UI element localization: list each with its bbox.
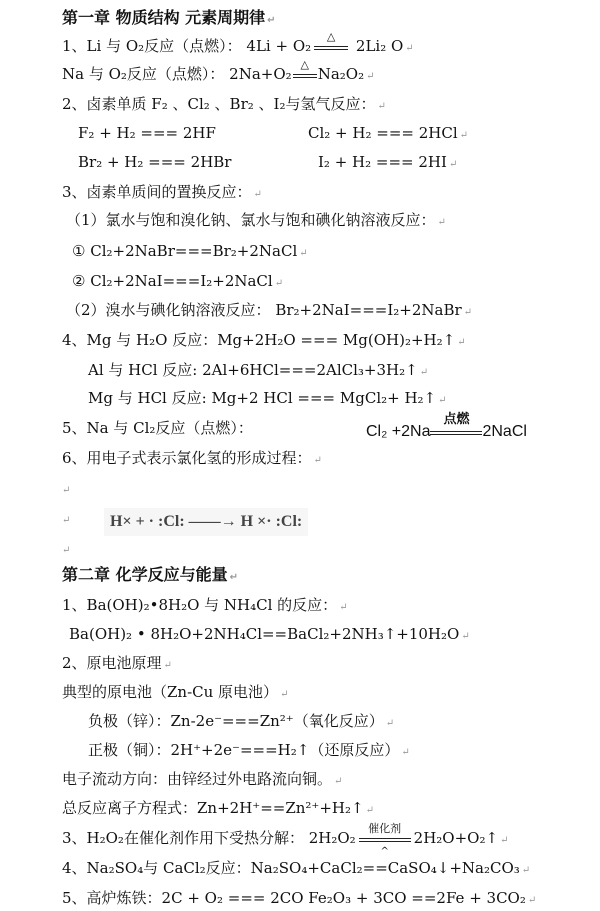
- eq-left: Cl₂ +2Na: [366, 423, 431, 440]
- na-o2-line: [62, 58, 374, 87]
- mg-hcl-line: Mg 与 HCl 反应: Mg+2 HCl === MgCl₂+ H₂↑ ↵: [88, 388, 447, 411]
- text: Na 与 O₂反应（点燃）： 2Na+O₂: [62, 65, 292, 83]
- overall-ionic-equation: 总反应离子方程式：Zn+2H⁺==Zn²⁺+H₂↑ ↵: [62, 798, 374, 821]
- delta-icon: △: [300, 58, 309, 71]
- negative-electrode: 负极（锌）：Zn-2e⁻===Zn²⁺（氧化反应） ↵: [88, 711, 394, 734]
- battery-typical: 典型的原电池（Zn-Cu 原电池） ↵: [62, 682, 288, 705]
- eq-i2: I₂ + H₂ === 2HI ↵: [318, 152, 457, 175]
- eq-1: ① Cl₂+2NaBr===Br₂+2NaCl ↵: [72, 241, 308, 264]
- heat-condition: [293, 58, 317, 82]
- displacement-heading: 3、卤素单质间的置换反应： ↵: [62, 182, 262, 205]
- delta-icon: △: [326, 30, 336, 43]
- catalyst-condition: [359, 822, 411, 857]
- hcl-electron-diagram: H× + · :Cl: ——→ H ×· :Cl:: [104, 508, 308, 536]
- baoh2-equation: Ba(OH)₂ • 8H₂O+2NH₄Cl==BaCl₂+2NH₃↑+10H₂O ↵: [69, 624, 470, 647]
- product: Na₂O₂ ↵: [318, 65, 375, 83]
- battery-heading: 2、原电池原理 ↵: [62, 653, 172, 676]
- empty-para: [60, 508, 70, 531]
- sub-heading-2: （2）溴水与碘化钠溶液反应： Br₂+2NaI===I₂+2NaBr ↵: [66, 300, 472, 323]
- eq-cl2: Cl₂ + H₂ === 2HCl ↵: [308, 123, 468, 146]
- mg-h2o-line: 4、Mg 与 H₂O 反应：Mg+2H₂O === Mg(OH)₂+H₂↑ ↵: [62, 330, 466, 353]
- na2so4-line: 4、Na₂SO₄与 CaCl₂反应：Na₂SO₄+CaCl₂==CaSO₄↓+Na₂CO₃ ↵: [62, 858, 530, 881]
- condition-label: 催化剂: [368, 822, 402, 835]
- baoh2-heading: 1、Ba(OH)₂•8H₂O 与 NH₄Cl 的反应： ↵: [62, 595, 348, 618]
- electron-heading: 6、用电子式表示氯化氢的形成过程： ↵: [62, 448, 322, 471]
- product: 2H₂O+O₂↑ ↵: [414, 829, 509, 847]
- blast-furnace-line: 5、高炉炼铁：2C + O₂ === 2CO Fe₂O₃ + 3CO ==2Fe + 3CO₂ ↵: [62, 888, 536, 911]
- na-cl2-equation: [366, 411, 527, 442]
- eq-right: 2NaCl: [482, 423, 527, 440]
- text: 1、Li 与 O₂反应（点燃）： 4Li + O₂: [62, 37, 312, 55]
- eq-br2: Br₂ + H₂ === 2HBr: [78, 153, 232, 171]
- halogen-heading: 2、卤素单质 F₂ 、Cl₂ 、Br₂ 、I₂与氢气反应： ↵: [62, 94, 386, 117]
- li-o2-line: [62, 30, 414, 59]
- eq-f2: F₂ + H₂ === 2HF: [78, 124, 216, 142]
- na-cl2-line: 5、Na 与 Cl₂反应（点燃）：: [62, 419, 253, 437]
- al-hcl-line: Al 与 HCl 反应: 2Al+6HCl===2AlCl₃+3H₂↑ ↵: [88, 360, 428, 383]
- chapter2-title: 第二章 化学反应与能量 ↵: [62, 565, 238, 588]
- heat-mark: ^: [380, 846, 389, 857]
- positive-electrode: 正极（铜）：2H⁺+2e⁻===H₂↑（还原反应） ↵: [88, 740, 410, 763]
- h2o2-line: [62, 822, 508, 857]
- product: 2Li₂ O ↵: [351, 37, 414, 55]
- sub-heading-1: （1）氯水与饱和溴化钠、氯水与饱和碘化钠溶液反应： ↵: [66, 210, 446, 233]
- heat-condition: [314, 30, 348, 54]
- eq-2: ② Cl₂+2NaI===I₂+2NaCl ↵: [72, 271, 283, 294]
- text: 3、H₂O₂在催化剂作用下受热分解： 2H₂O₂: [62, 829, 356, 847]
- electron-flow: 电子流动方向：由锌经过外电路流向铜。 ↵: [62, 769, 342, 792]
- chapter1-title: 第一章 物质结构 元素周期律 ↵: [62, 8, 276, 31]
- condition-label: 点燃: [443, 411, 470, 427]
- empty-para: [60, 478, 70, 501]
- ignite-condition: [430, 411, 482, 439]
- empty-para: [60, 538, 70, 561]
